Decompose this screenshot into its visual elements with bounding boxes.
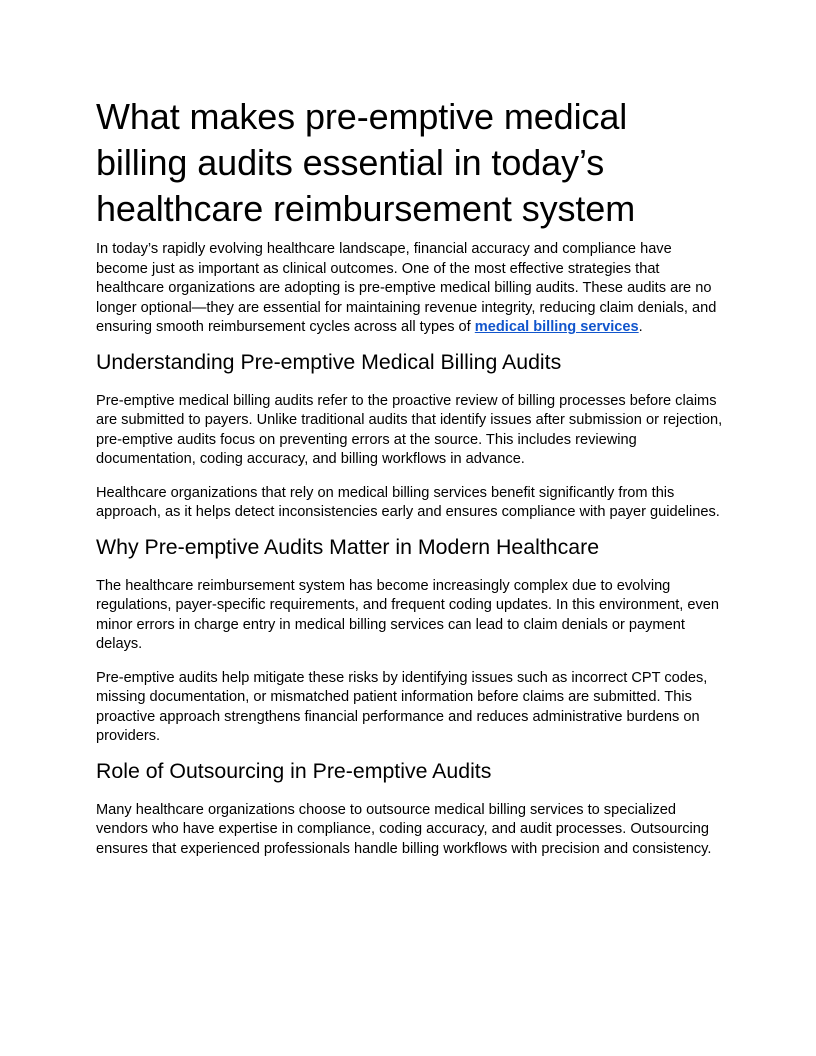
section-heading-outsourcing: Role of Outsourcing in Pre-emptive Audits	[96, 758, 492, 783]
medical-billing-services-link[interactable]: medical billing services	[474, 319, 639, 335]
document-page	[96, 94, 724, 873]
section-2-paragraph-1: The healthcare reimbursement system has become increasingly complex due to evolving regulations, payer-specific requirements, and frequent coding updates. In this environment, even minor errors in charge entry in medical billing services can lead to claim denials or payment delays.	[96, 577, 720, 652]
section-2-paragraph-2: Pre-emptive audits help mitigate these risks by identifying issues such as incorrect CPT codes, missing documentation, or mismatched patient information before claims are submitted. This proactive approach strengthens financial performance and reduces administrative burdens on providers.	[96, 669, 708, 744]
section-heading-why: Why Pre-emptive Audits Matter in Modern Healthcare	[96, 534, 600, 559]
section-3-paragraph-1: Many healthcare organizations choose to outsource medical billing services to specialized vendors who have expertise in compliance, coding accuracy, and audit processes. Outsourcing ensures that experienced professionals handle billing workflows with precision and consistency.	[96, 801, 712, 857]
document-title: What makes pre-emptive medical billing audits essential in today’s healthcare reimbursement system	[96, 96, 636, 229]
section-1-paragraph-2: Healthcare organizations that rely on medical billing services benefit significantly from this approach, as it helps detect inconsistencies early and ensures compliance with payer guidelines.	[96, 484, 720, 520]
section-heading-understanding: Understanding Pre-emptive Medical Billing Audits	[96, 349, 562, 374]
intro-tail: .	[638, 319, 643, 335]
intro-paragraph	[96, 240, 724, 338]
intro-text: In today’s rapidly evolving healthcare landscape, financial accuracy and compliance have become just as important as clinical outcomes. One of the most effective strategies that healthcare organizations are adopting is pre-emptive medical billing audits. These audits are no longer optional—they are essential for maintaining revenue integrity, reducing claim denials, and ensuring smooth reimbursement cycles across all types of	[96, 241, 717, 335]
section-1-paragraph-1: Pre-emptive medical billing audits refer to the proactive review of billing processes before claims are submitted to payers. Unlike traditional audits that identify issues after submission or rejection, pre-emptive audits focus on preventing errors at the source. This includes reviewing documentation, coding accuracy, and billing workflows in advance.	[96, 392, 723, 467]
